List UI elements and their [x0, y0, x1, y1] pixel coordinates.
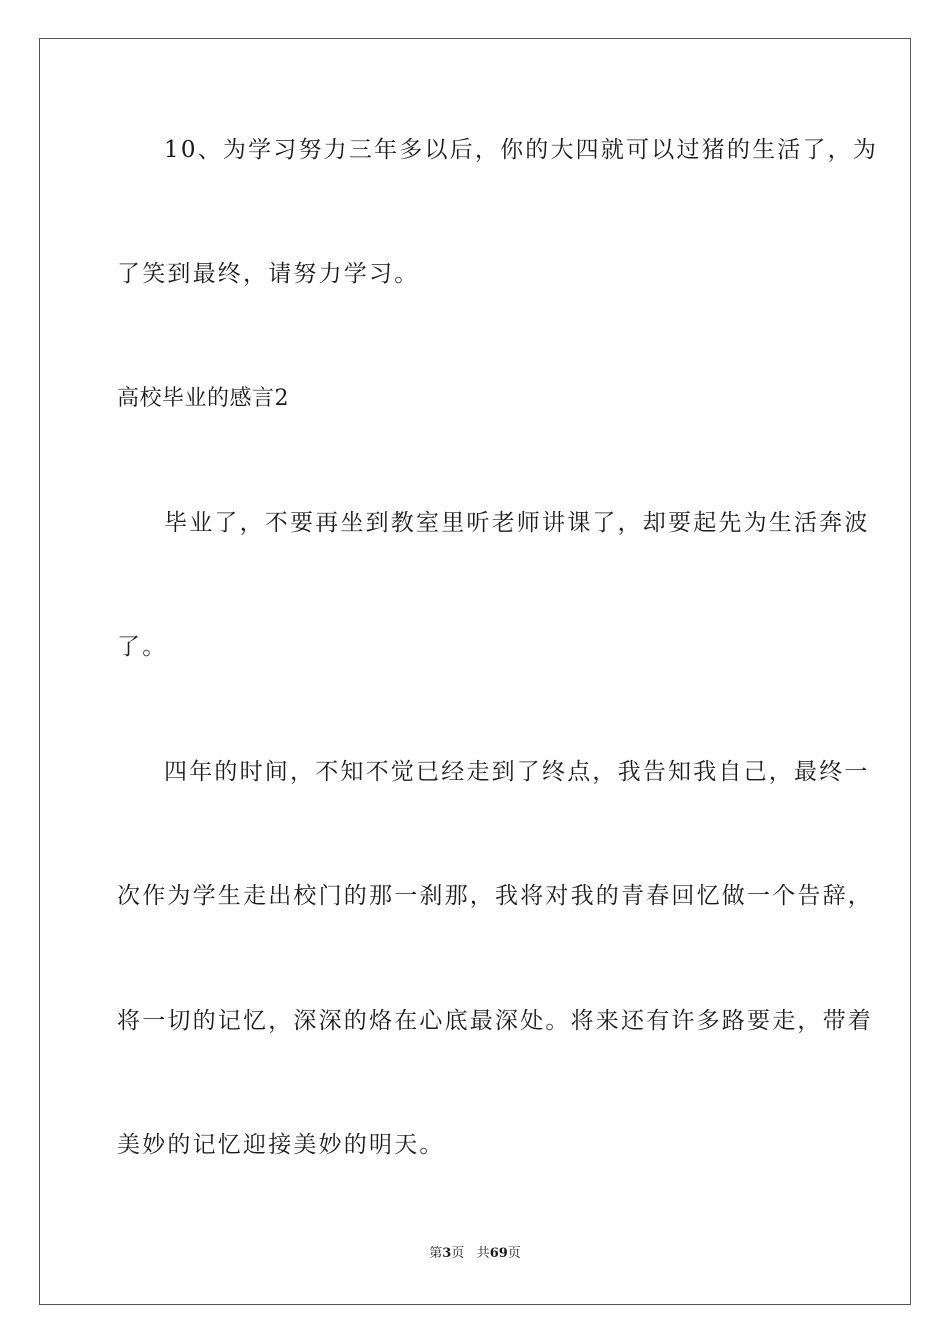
page-footer — [0, 1247, 950, 1260]
paragraph-line: 10、为学习努力三年多以后，你的大四就可以过猪的生活了，为 — [164, 137, 879, 163]
page-number: 3 — [442, 1246, 452, 1261]
paragraph-line: 了笑到最终，请努力学习。 — [117, 261, 420, 287]
paragraph-line: 次作为学生走出校门的那一刹那，我将对我的青春回忆做一个告辞， — [117, 883, 873, 909]
section-heading: 高校毕业的感言2 — [117, 386, 289, 411]
total-suffix: 页 — [507, 1246, 521, 1261]
page-prefix: 第 — [429, 1246, 443, 1261]
total-pages: 69 — [489, 1246, 508, 1261]
paragraph-line: 了。 — [117, 634, 168, 660]
paragraph-line: 毕业了，不要再坐到教室里听老师讲课了，却要起先为生活奔波 — [164, 510, 870, 536]
paragraph-line: 美妙的记忆迎接美妙的明天。 — [117, 1132, 445, 1158]
page-suffix: 页 — [451, 1246, 465, 1261]
total-prefix: 共 — [476, 1246, 490, 1261]
page-border — [39, 38, 911, 1305]
paragraph-line: 将一切的记忆，深深的烙在心底最深处。将来还有许多路要走，带着 — [117, 1008, 873, 1034]
paragraph-line: 四年的时间，不知不觉已经走到了终点，我告知我自己，最终一 — [164, 759, 870, 785]
